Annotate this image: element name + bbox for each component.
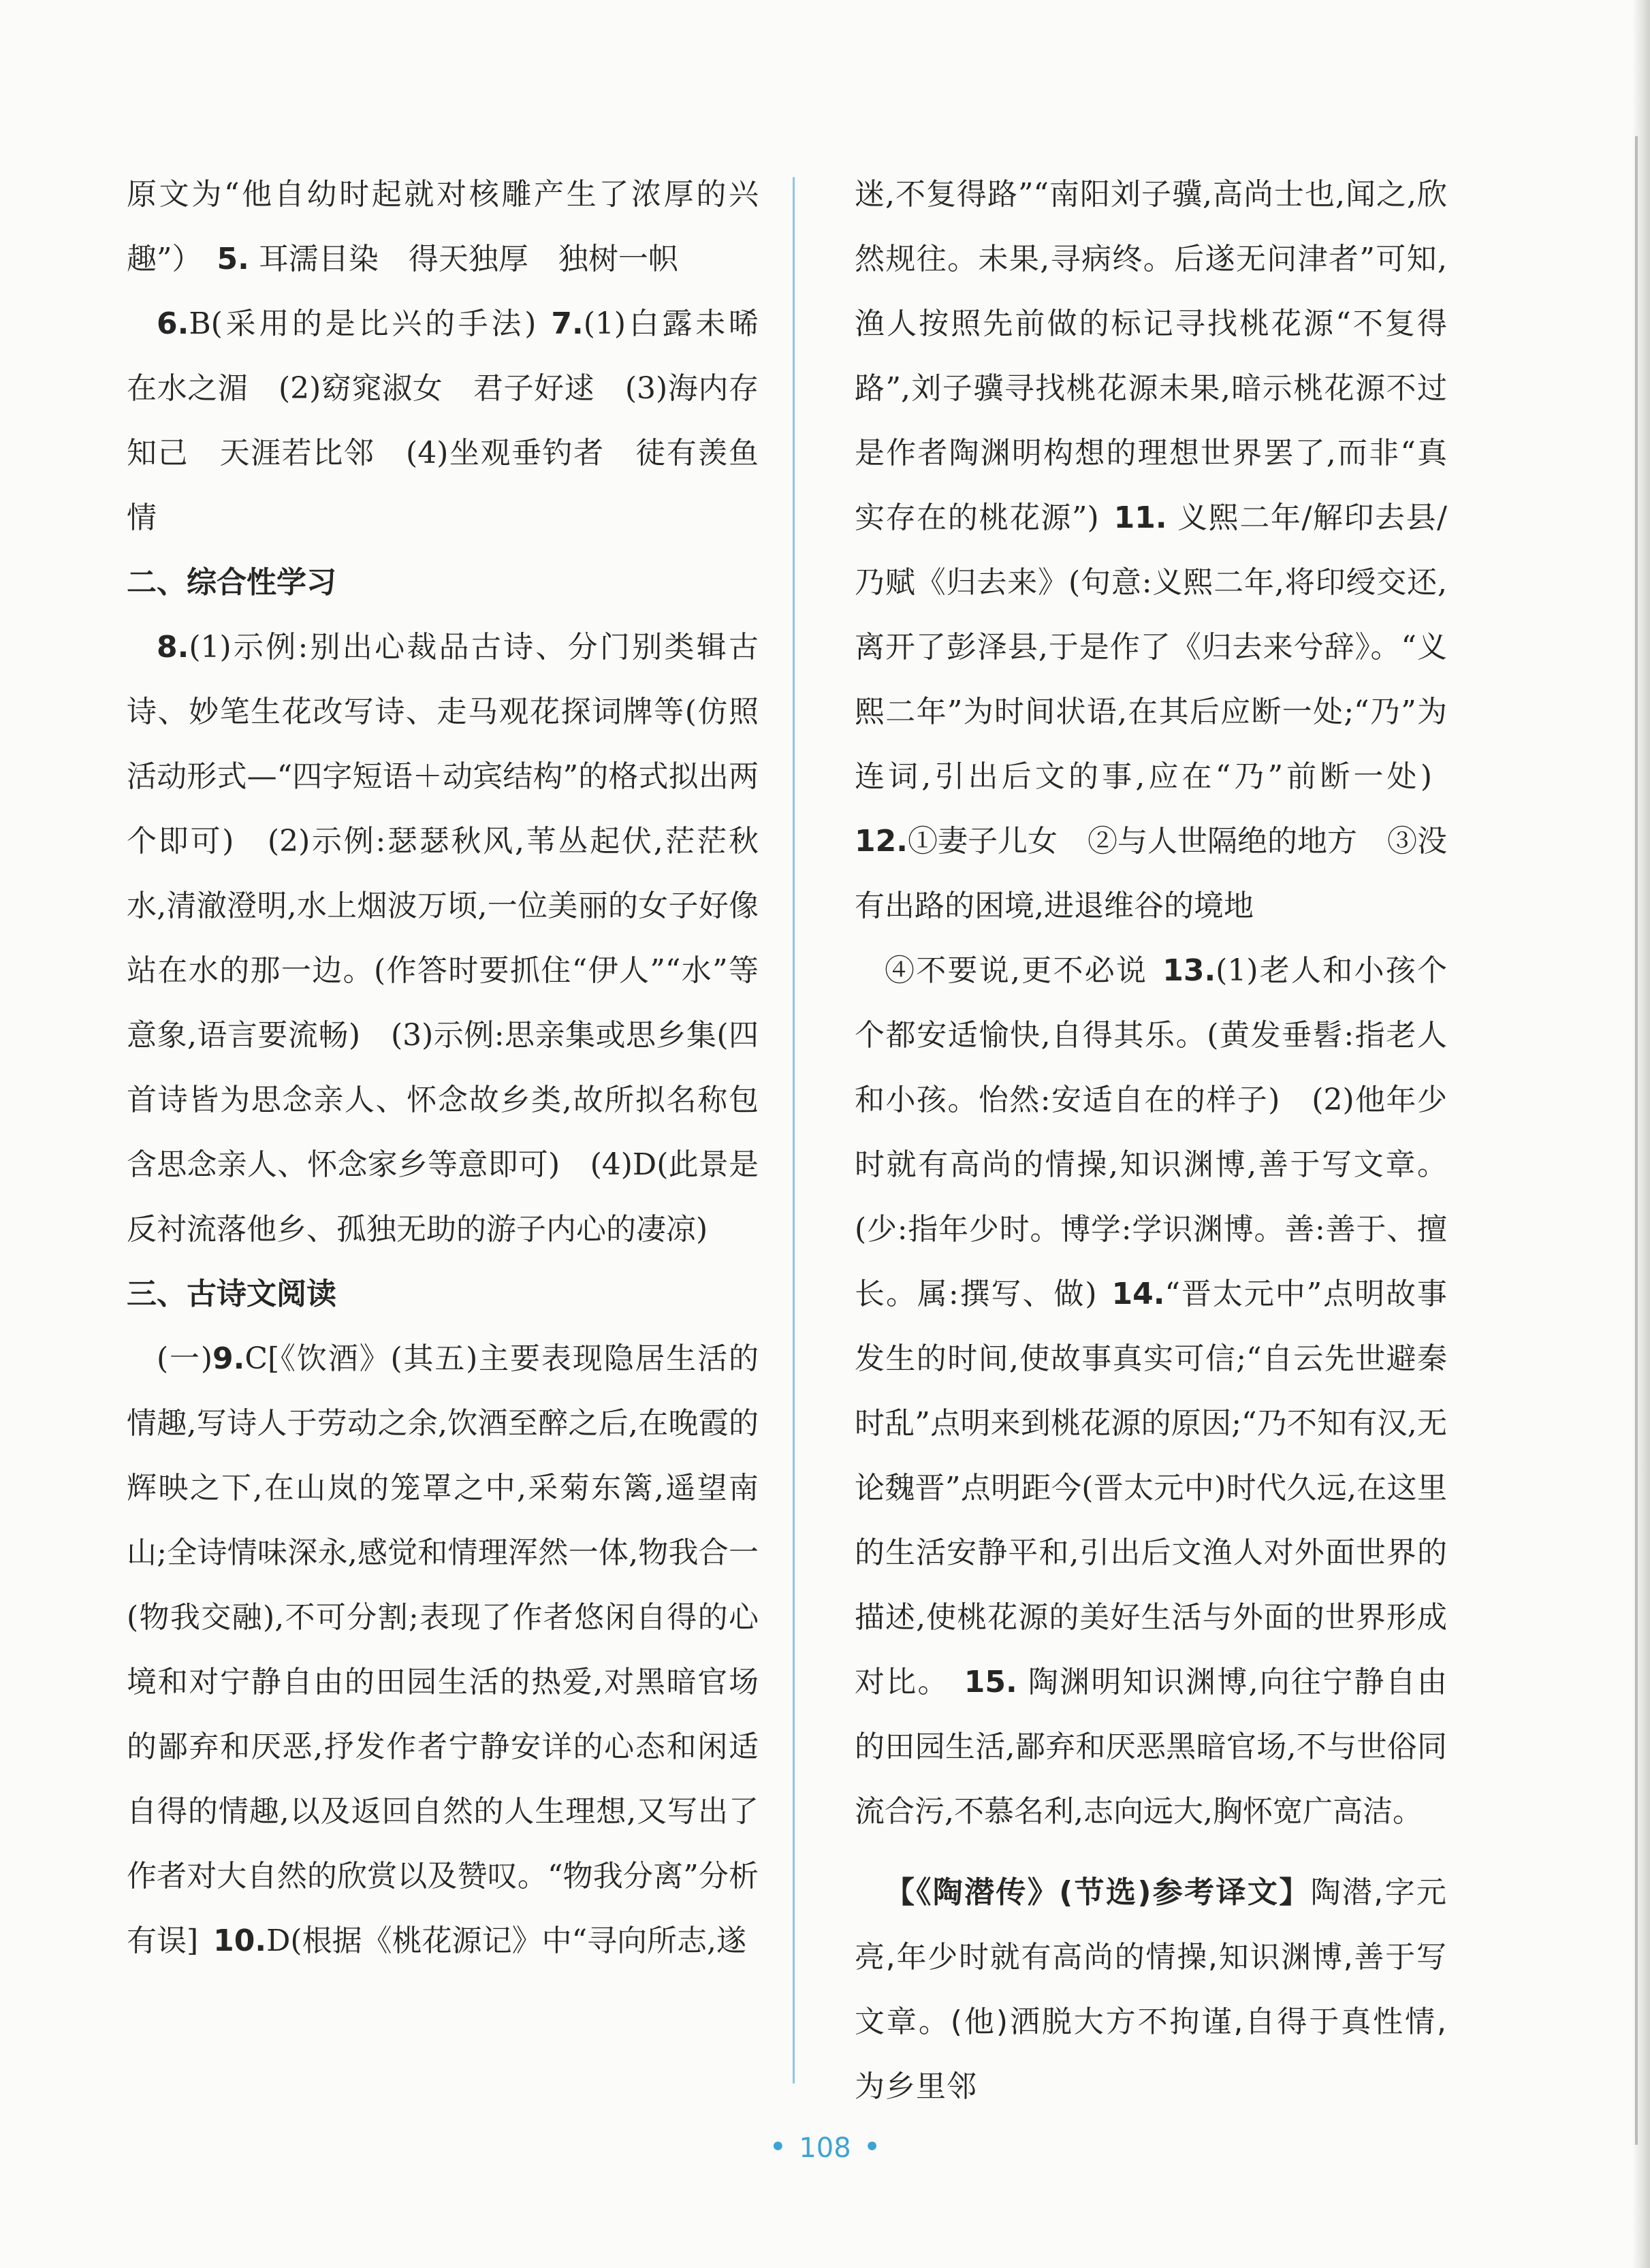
- translation-label: 【《陶潜传》(节选)参考译文】: [885, 1875, 1311, 1910]
- q15-number: 15.: [964, 1665, 1017, 1699]
- q10-text: D(根据《桃花源记》中“寻向所志,遂: [266, 1923, 747, 1958]
- q9-number: 9.: [212, 1341, 245, 1376]
- section-heading-3: 三、古诗文阅读: [127, 1277, 336, 1311]
- right-column: [855, 162, 1447, 2119]
- q6-text: B(采用的是比兴的手法): [189, 306, 537, 341]
- q9-prefix: (一): [157, 1341, 213, 1376]
- q7-number: 7.: [551, 306, 584, 341]
- paragraph-q9-q10: [127, 1326, 759, 1973]
- q11-text: 义熙二年/解印去县/乃赋《归去来》(句意:义熙二年,将印绶交还,离开了彭泽县,于是作了《归去来兮辞》。“义熙二年”为时间状语,在其后应断一处;“乃”为连词,引出后文的事,应在“乃”前断一处): [855, 500, 1447, 794]
- q4-tail-text: 原文为“他自幼时起就对核雕产生了浓厚的兴趣”）: [127, 177, 759, 276]
- paragraph-q10-cont-q11: [855, 162, 1447, 938]
- q14-number: 14.: [1111, 1277, 1165, 1311]
- binding-edge-line: [1635, 136, 1638, 2145]
- paragraph-q8: [127, 615, 759, 1262]
- page-number-dot-left: •: [769, 2130, 787, 2165]
- q7-text: (1)白露未晞 在水之湄 (2)窈窕淑女 君子好逑 (3)海内存知己 天涯若比邻 (4)坐观垂钓者 徒有羡鱼情: [127, 306, 789, 535]
- column-divider: [793, 177, 795, 2083]
- q12-text: ①妻子儿女 ②与人世隔绝的地方 ③没有出路的困境,进退维谷的境地: [855, 824, 1447, 923]
- q10-cont-text: 迷,不复得路”“南阳刘子骥,高尚士也,闻之,欣然规往。未果,寻病终。后遂无问津者”可知,渔人按照先前做的标记寻找桃花源“不复得路”,刘子骥寻找桃花源未果,暗示桃花源不过是作者陶渊明构想的理想世界罢了,而非“真实存在的桃花源”): [855, 177, 1447, 535]
- q11-number: 11.: [1113, 500, 1167, 535]
- q12-number: 12.: [855, 824, 908, 859]
- q13-text: (1)老人和小孩个个都安适愉快,自得其乐。(黄发垂髫:指老人和小孩。怡然:安适自在的样子) (2)他年少时就有高尚的情操,知识渊博,善于写文章。(少:指年少时。博学:学识渊博。善:善于、擅长。属:撰写、做): [855, 953, 1447, 1311]
- paragraph-q4-end: [127, 162, 759, 291]
- page-number: [0, 2130, 1650, 2165]
- q6-number: 6.: [157, 306, 189, 341]
- q5-number: 5.: [217, 242, 249, 276]
- q12-cont-text: ④不要说,更不必说: [885, 953, 1148, 988]
- paragraph-translation: [855, 1860, 1447, 2119]
- q13-number: 13.: [1162, 953, 1216, 988]
- q5-text: 耳濡目染 得天独厚 独树一帜: [258, 242, 678, 276]
- q10-number: 10.: [213, 1923, 267, 1958]
- q8-text: (1)示例:别出心裁品古诗、分门别类辑古诗、妙笔生花改写诗、走马观花探词牌等(仿照活动形式—“四字短语＋动宾结构”的格式拟出两个即可) (2)示例:瑟瑟秋风,苇丛起伏,茫茫秋水,清澈澄明,水上烟波万顷,一位美丽的女子好像站在水的那一边。(作答时要抓住“伊人”“水”等意象,语言要流畅) (3)示例:思亲集或思乡集(四首诗皆为思念亲人、怀念故乡类,故所拟名称包含思念亲人、怀念家乡等意即可) (4)D(此景是反衬流落他乡、孤独无助的游子内心的凄凉): [127, 630, 759, 1247]
- section-heading-2: 二、综合性学习: [127, 565, 336, 600]
- paragraph-q12-cont: [855, 938, 1447, 1844]
- q8-number: 8.: [157, 630, 189, 665]
- page-number-dot-right: •: [863, 2130, 881, 2165]
- q14-text: “晋太元中”点明故事发生的时间,使故事真实可信;“自云先世避秦时乱”点明来到桃花源的原因;“乃不知有汉,无论魏晋”点明距今(晋太元中)时代久远,在这里的生活安静平和,引出后文渔人对外面世界的描述,使桃花源的美好生活与外面的世界形成对比。: [855, 1277, 1447, 1699]
- translation-text: 陶潜,字元亮,年少时就有高尚的情操,知识渊博,善于写文章。(他)洒脱大方不拘谨,自得于真性情,为乡里邻: [855, 1875, 1447, 2104]
- q9-text: C[《饮酒》(其五)主要表现隐居生活的情趣,写诗人于劳动之余,饮酒至醉之后,在晚霞的辉映之下,在山岚的笼罩之中,采菊东篱,遥望南山;全诗情味深永,感觉和情理浑然一体,物我合一(物我交融),不可分割;表现了作者悠闲自得的心境和对宁静自由的田园生活的热爱,对黑暗官场的鄙弃和厌恶,抒发作者宁静安详的心态和闲适自得的情趣,以及返回自然的人生理想,又写出了作者对大自然的欣赏以及赞叹。“物我分离”分析有误]: [127, 1341, 759, 1958]
- left-column: [127, 162, 789, 1973]
- paragraph-q6-q7: [127, 291, 789, 550]
- page-number-value: 108: [799, 2133, 851, 2164]
- q15-text: 陶渊明知识渊博,向往宁静自由的田园生活,鄙弃和厌恶黑暗官场,不与世俗同流合污,不慕名利,志向远大,胸怀宽广高洁。: [855, 1665, 1447, 1829]
